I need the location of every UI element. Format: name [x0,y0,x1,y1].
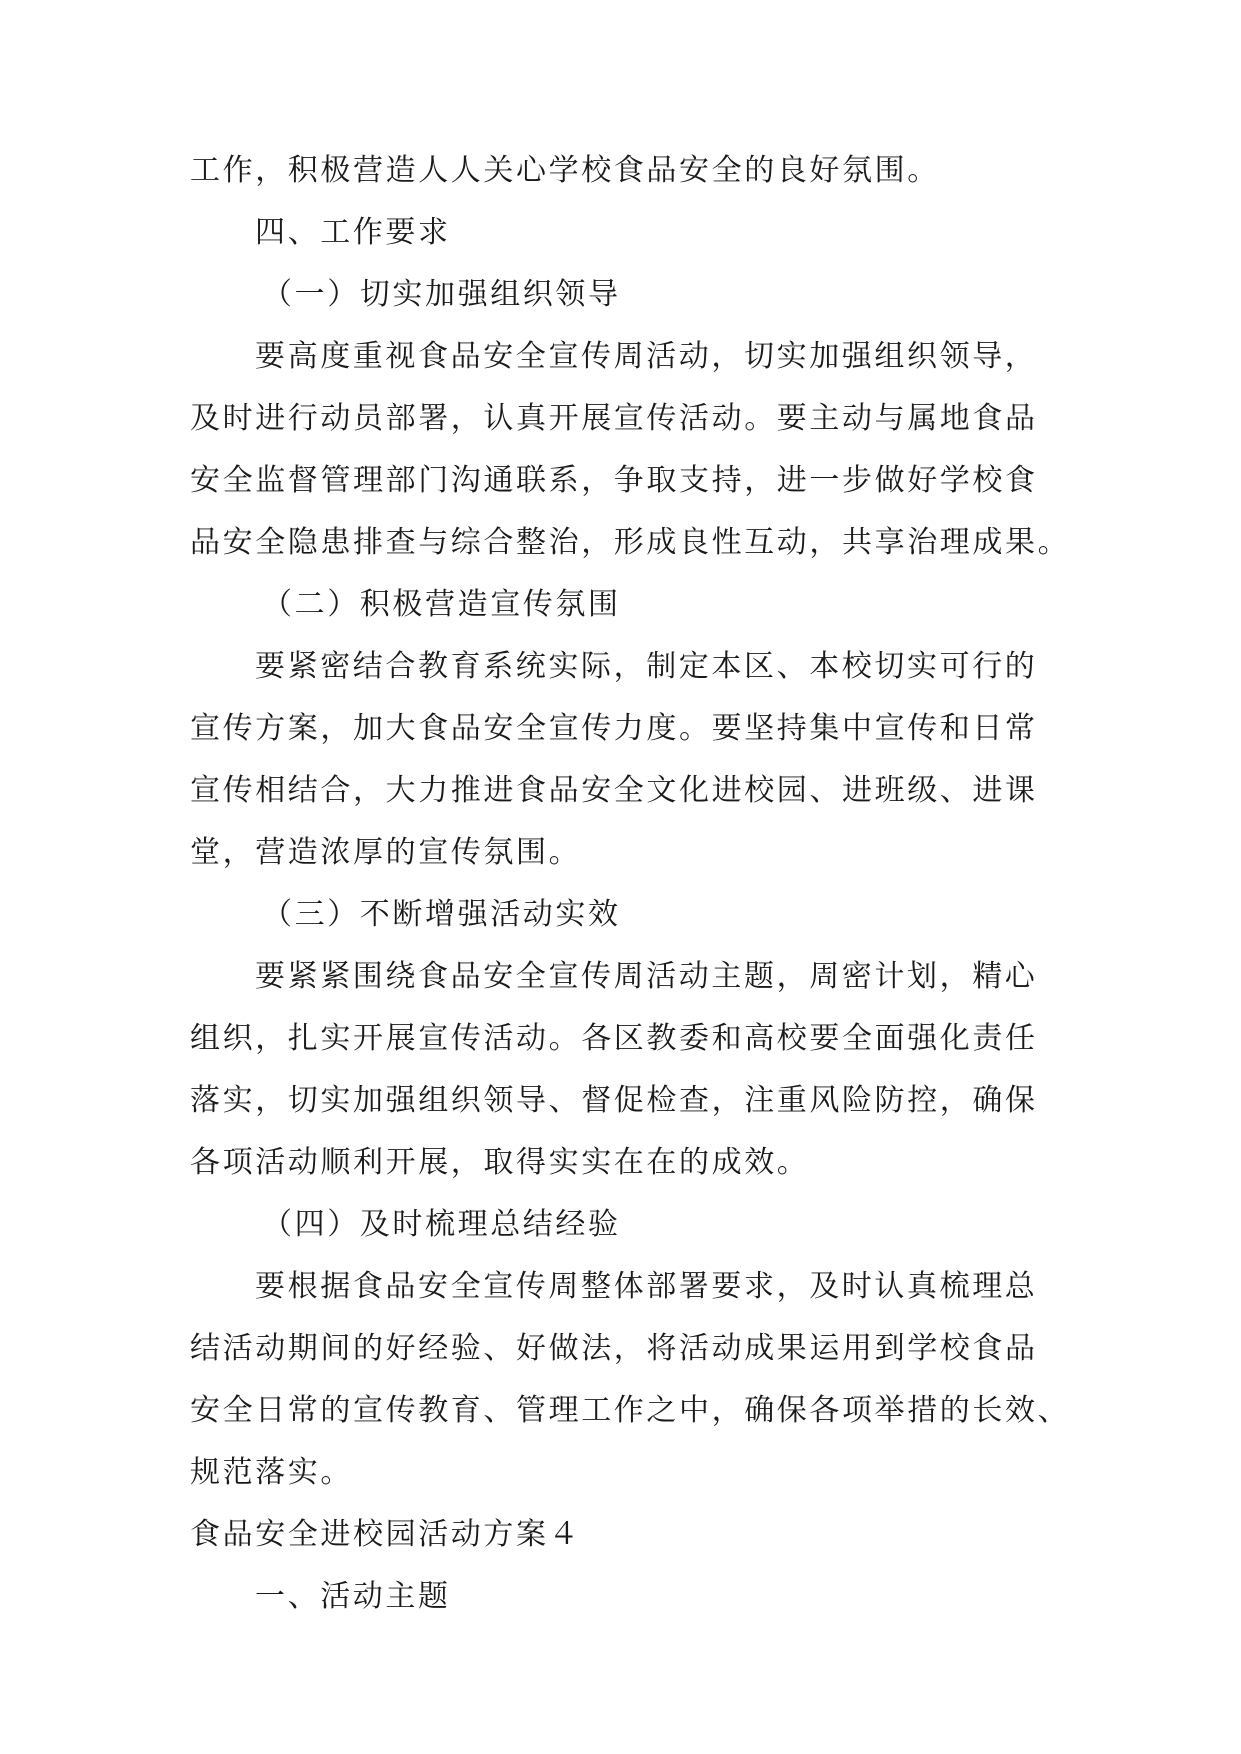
paragraph-line: 落实，切实加强组织领导、督促检查，注重风险防控，确保 [190,1083,1038,1118]
paragraph-line: 宣传方案，加大食品安全宣传力度。要坚持集中宣传和日常 [190,711,1038,746]
section-heading: 一、活动主题 [255,1579,451,1614]
section-heading: 四、工作要求 [255,215,451,250]
paragraph-line: 组织，扎实开展宣传活动。各区教委和高校要全面强化责任 [190,1021,1038,1056]
paragraph-line: 堂，营造浓厚的宣传氛围。 [190,835,582,870]
paragraph-line: 要紧密结合教育系统实际，制定本区、本校切实可行的 [255,649,1038,684]
paragraph-line: 各项活动顺利开展，取得实实在在的成效。 [190,1145,810,1180]
paragraph-line: 及时进行动员部署，认真开展宣传活动。要主动与属地食品 [190,401,1038,436]
paragraph-line: 要紧紧围绕食品安全宣传周活动主题，周密计划，精心 [255,959,1038,994]
subsection-heading: （四）及时梳理总结经验 [262,1207,621,1242]
paragraph-line: 要根据食品安全宣传周整体部署要求，及时认真梳理总 [255,1269,1038,1304]
document-title: 食品安全进校园活动方案４ [190,1517,582,1552]
paragraph-line: 结活动期间的好经验、好做法，将活动成果运用到学校食品 [190,1331,1038,1366]
paragraph-line: 要高度重视食品安全宣传周活动，切实加强组织领导， [255,339,1038,374]
paragraph-line: 工作，积极营造人人关心学校食品安全的良好氛围。 [190,153,940,188]
paragraph-line: 宣传相结合，大力推进食品安全文化进校园、进班级、进课 [190,773,1038,808]
subsection-heading: （三）不断增强活动实效 [262,897,621,932]
paragraph-line: 安全日常的宣传教育、管理工作之中，确保各项举措的长效、 [190,1393,1071,1428]
subsection-heading: （一）切实加强组织领导 [262,277,621,312]
subsection-heading: （二）积极营造宣传氛围 [262,587,621,622]
paragraph-line: 规范落实。 [190,1455,353,1490]
paragraph-line: 品安全隐患排查与综合整治，形成良性互动，共享治理成果。 [190,525,1071,560]
paragraph-line: 安全监督管理部门沟通联系，争取支持，进一步做好学校食 [190,463,1038,498]
